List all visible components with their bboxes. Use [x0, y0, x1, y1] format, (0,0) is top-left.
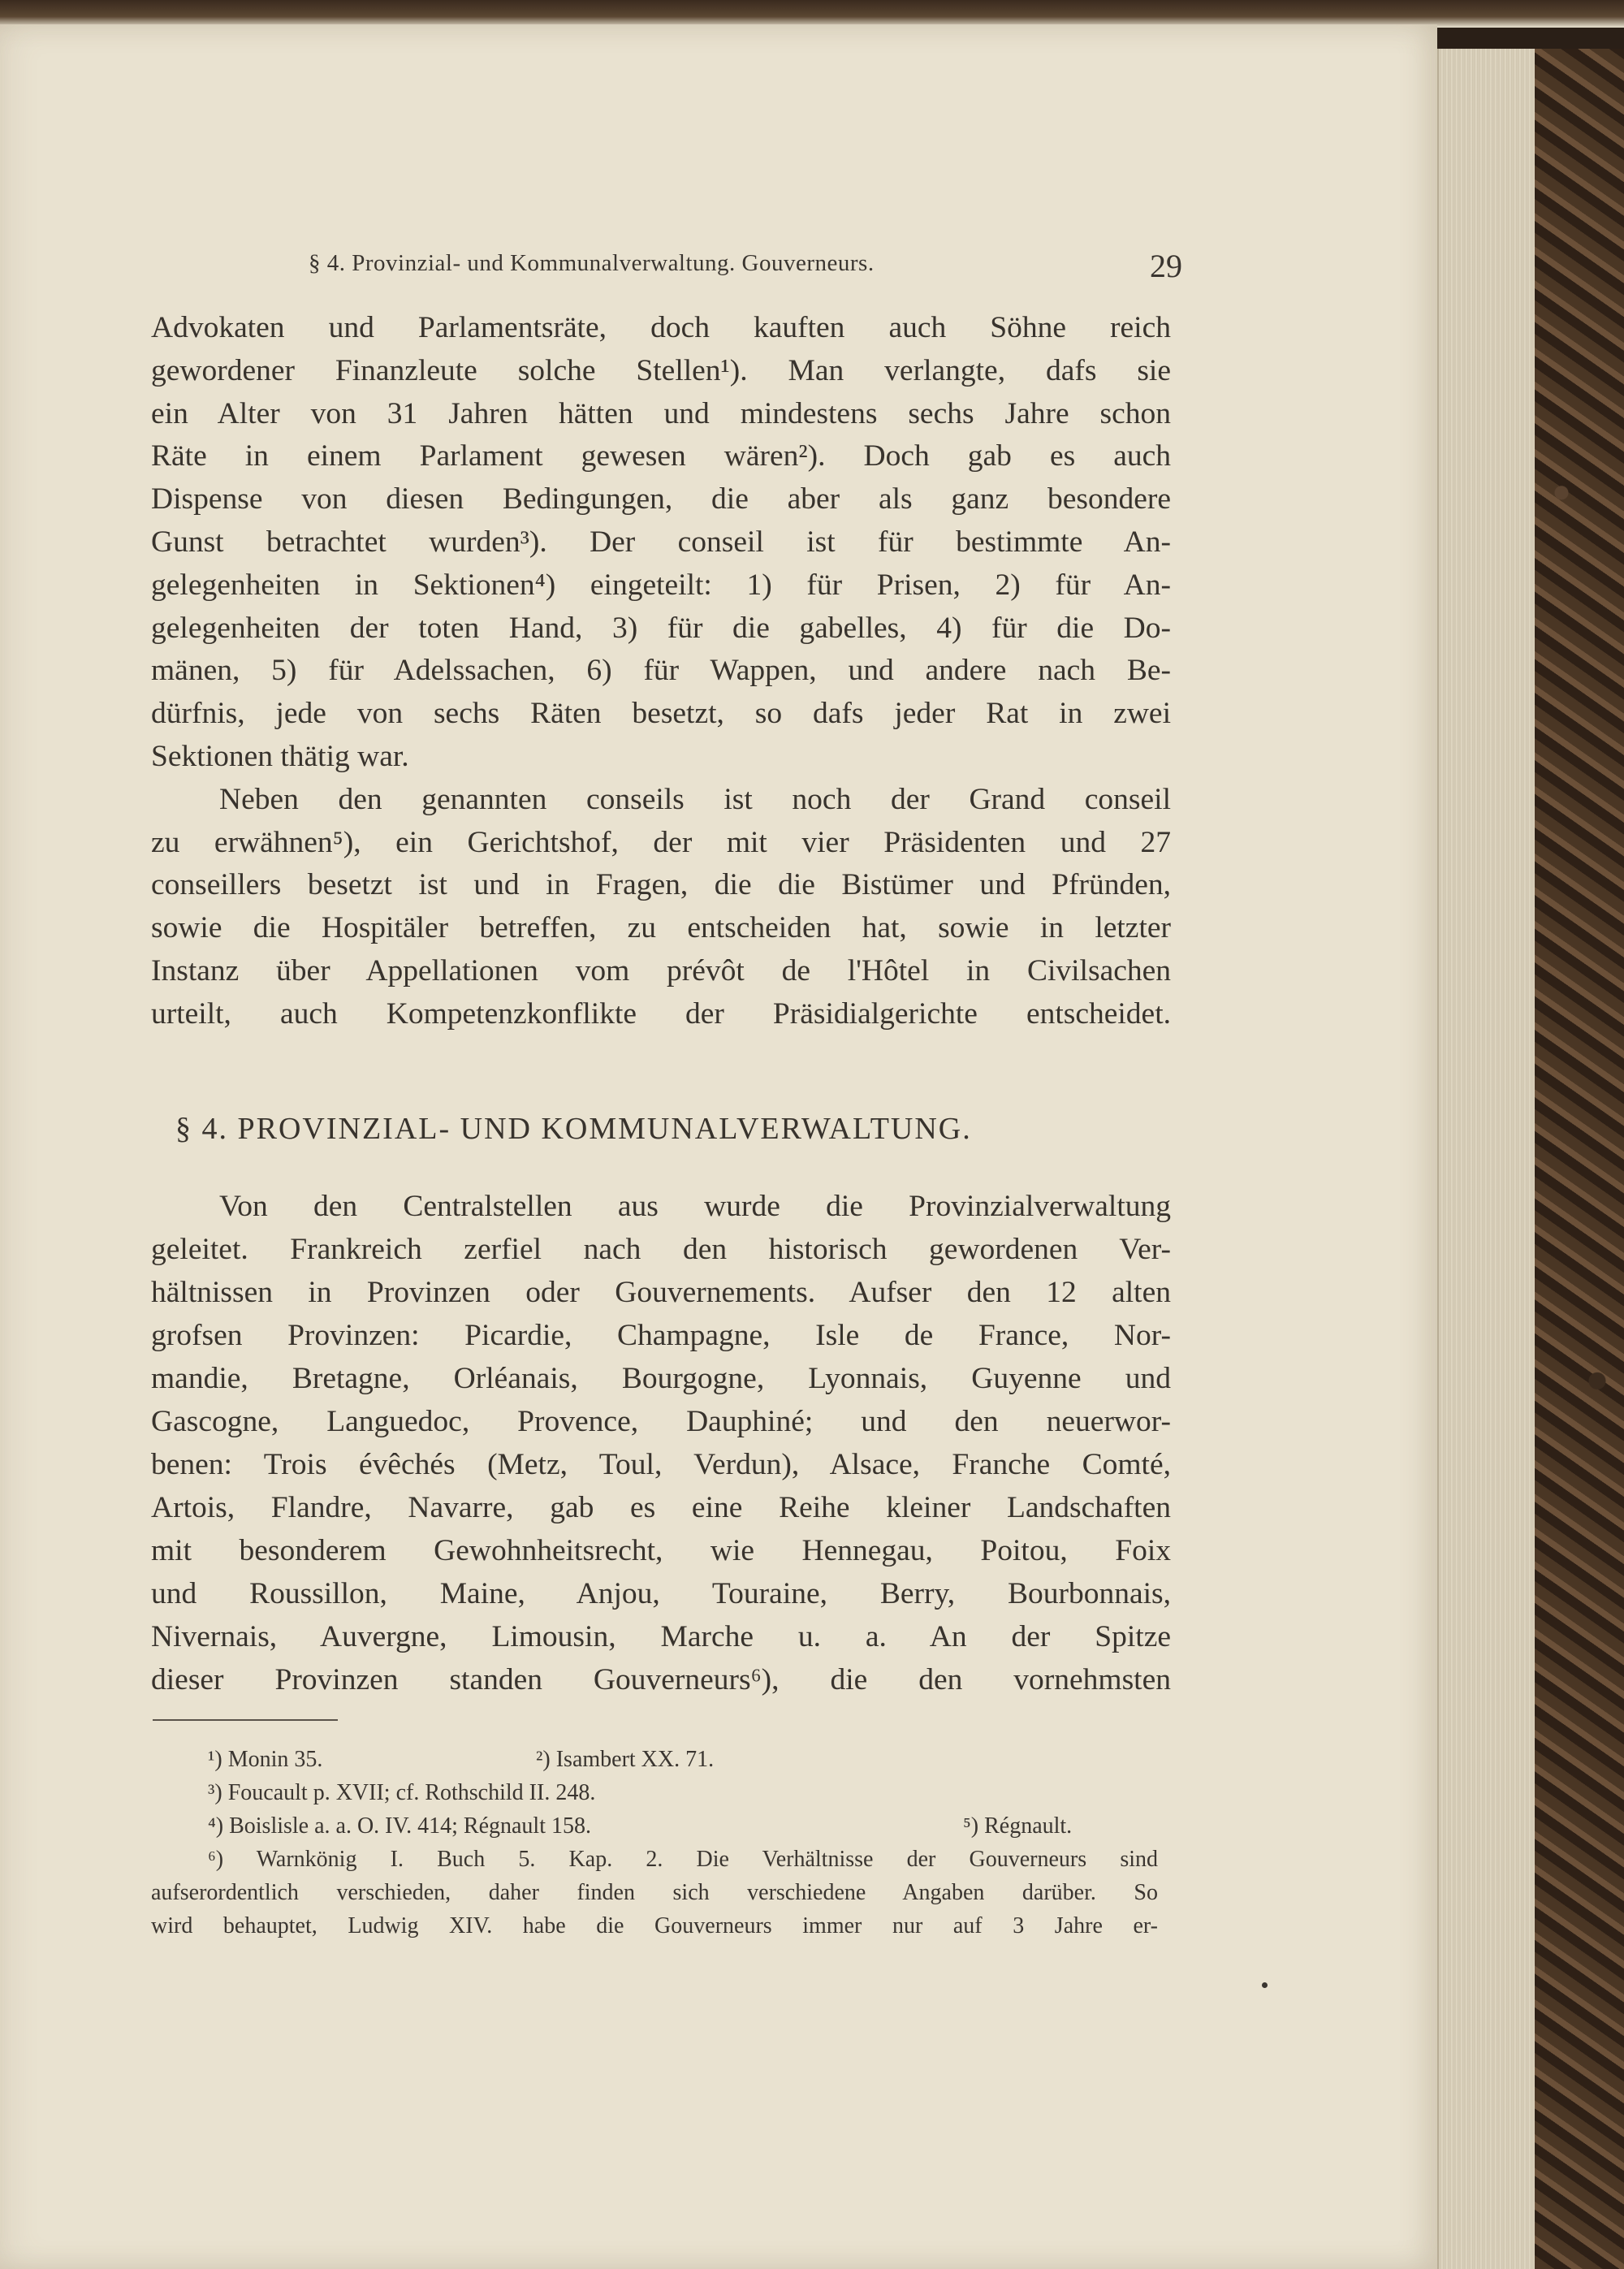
text-line: Gascogne, Languedoc, Provence, Dauphiné; und den neuerwor-: [151, 1405, 1171, 1438]
text-line: Nivernais, Auvergne, Limousin, Marche u. a. An der Spitze: [151, 1620, 1171, 1653]
footnote-5: ⁵) Régnault.: [963, 1813, 1073, 1839]
text-line: ein Alter von 31 Jahren hätten und mindestens sechs Jahre schon: [151, 396, 1171, 430]
text-line: Dispense von diesen Bedingungen, die aber als ganz besondere: [151, 482, 1171, 516]
page-number: 29: [1150, 248, 1182, 284]
footnote-6: [151, 1843, 1158, 1943]
running-title: § 4. Provinzial- und Kommunalverwaltung. Gouverneurs.: [309, 250, 875, 276]
footnote-line: wird behauptet, Ludwig XIV. habe die Gouverneurs immer nur auf 3 Jahre er-: [151, 1913, 1158, 1938]
footnote-1: ¹) Monin 35.: [208, 1747, 323, 1772]
text-line: zu erwähnen⁵), ein Gerichtshof, der mit vier Präsidenten und 27: [151, 825, 1171, 859]
footnote-line: aufserordentlich verschieden, daher finden sich verschiedene Angaben darüber. So: [151, 1880, 1158, 1905]
text-line: mit besonderem Gewohnheitsrecht, wie Hennegau, Poitou, Foix: [151, 1534, 1171, 1567]
text-line: Neben den genannten conseils ist noch der Grand conseil: [219, 782, 1171, 816]
text-line: Gunst betrachtet wurden³). Der conseil ist für bestimmte An-: [151, 525, 1171, 559]
footnote-4: ⁴) Boislisle a. a. O. IV. 414; Régnault 158.: [208, 1813, 591, 1839]
text-line: mänen, 5) für Adelssachen, 6) für Wappen, und andere nach Be-: [151, 654, 1171, 688]
footnote-line: ⁶) Warnkönig I. Buch 5. Kap. 2. Die Verhältnisse der Gouverneurs sind: [208, 1847, 1158, 1872]
text-line: hältnissen in Provinzen oder Gouvernements. Aufser den 12 alten: [151, 1276, 1171, 1309]
text-line: gelegenheiten der toten Hand, 3) für die gabelles, 4) für die Do-: [151, 611, 1171, 645]
text-line: Von den Centralstellen aus wurde die Provinzialverwaltung: [219, 1190, 1171, 1223]
text-line: conseillers besetzt ist und in Fragen, die die Bistümer und Pfründen,: [151, 868, 1171, 902]
footnote-2: ²) Isambert XX. 71.: [536, 1747, 715, 1772]
footnote-3: ³) Foucault p. XVII; cf. Rothschild II. 248.: [208, 1780, 596, 1805]
text-line: mandie, Bretagne, Orléanais, Bourgogne, Lyonnais, Guyenne und: [151, 1362, 1171, 1395]
marbled-cover: [1535, 49, 1624, 2269]
paragraph-1: [151, 307, 1171, 779]
section-paragraph: [151, 1185, 1171, 1701]
scan-top-edge: [0, 0, 1624, 28]
paper-speck: [1262, 1982, 1268, 1988]
footnote-row: [151, 1743, 1158, 1776]
text-line: gelegenheiten in Sektionen⁴) eingeteilt: 1) für Prisen, 2) für An-: [151, 568, 1171, 602]
body-text: [151, 307, 1171, 1036]
footnote-row: [151, 1809, 1158, 1843]
text-line: grofsen Provinzen: Picardie, Champagne, Isle de France, Nor-: [151, 1319, 1171, 1352]
text-line: benen: Trois évêchés (Metz, Toul, Verdun), Alsace, Franche Comté,: [151, 1448, 1171, 1481]
footnotes: [151, 1743, 1158, 1943]
footnote-row: [151, 1776, 1158, 1809]
text-line: Advokaten und Parlamentsräte, doch kauften auch Söhne reich: [151, 311, 1171, 344]
text-line: dürfnis, jede von sechs Räten besetzt, so dafs jeder Rat in zwei: [151, 697, 1171, 731]
running-head: [162, 244, 1182, 292]
text-line: und Roussillon, Maine, Anjou, Touraine, Berry, Bourbonnais,: [151, 1577, 1171, 1610]
page-block-edges: [1437, 49, 1536, 2269]
text-line: Sektionen thätig war.: [151, 739, 409, 773]
text-line: Artois, Flandre, Navarre, gab es eine Reihe kleiner Landschaften: [151, 1491, 1171, 1524]
text-line: Räte in einem Parlament gewesen wären²). Doch gab es auch: [151, 439, 1171, 473]
text-line: geleitet. Frankreich zerfiel nach den historisch gewordenen Ver-: [151, 1233, 1171, 1266]
text-line: sowie die Hospitäler betreffen, zu entscheiden hat, sowie in letzter: [151, 911, 1171, 945]
text-line: dieser Provinzen standen Gouverneurs⁶), die den vornehmsten: [151, 1663, 1171, 1696]
text-line: gewordener Finanzleute solche Stellen¹). Man verlangte, dafs sie: [151, 353, 1171, 387]
paragraph-2: [151, 779, 1171, 1036]
text-line: Instanz über Appellationen vom prévôt de l'Hôtel in Civilsachen: [151, 953, 1171, 988]
footnote-rule: [153, 1719, 338, 1721]
text-line: urteilt, auch Kompetenzkonflikte der Präsidialgerichte entscheidet.: [151, 996, 1171, 1031]
section-heading: § 4. PROVINZIAL- UND KOMMUNALVERWALTUNG.: [175, 1112, 972, 1146]
